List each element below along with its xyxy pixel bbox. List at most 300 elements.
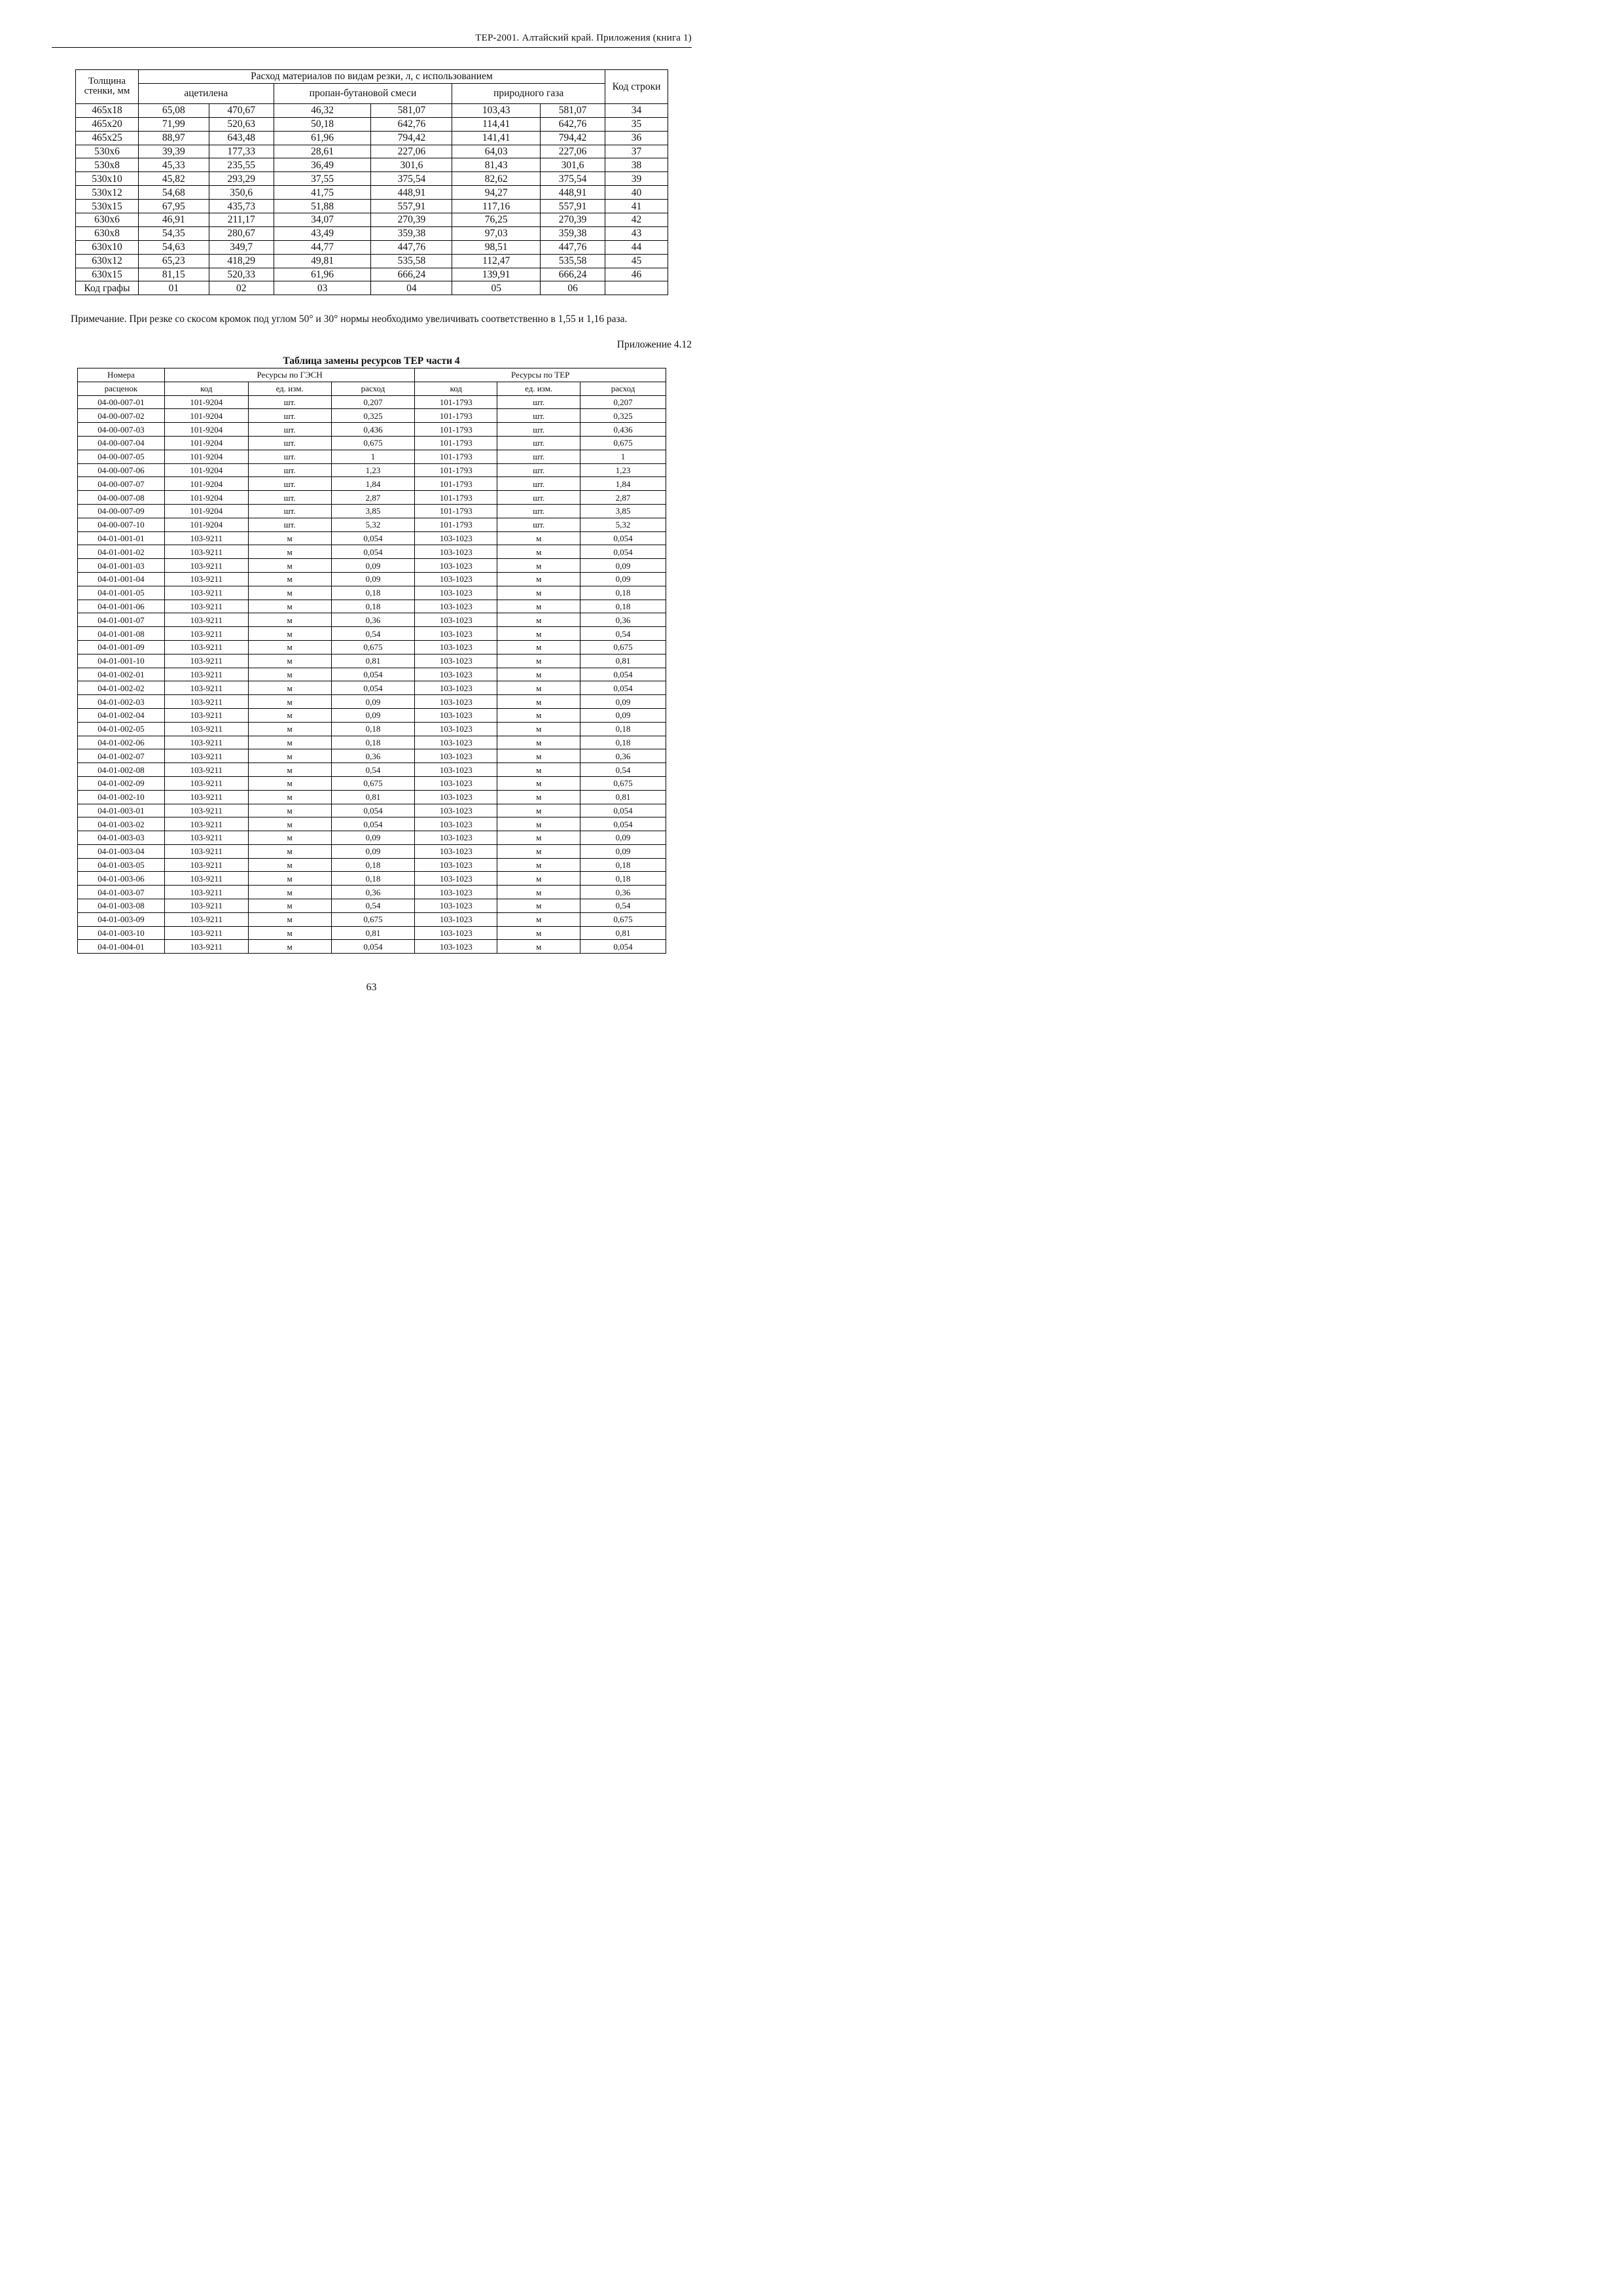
ter-unit-cell: м (497, 763, 580, 777)
value-cell: 49,81 (274, 254, 371, 268)
ter-unit-cell: шт. (497, 395, 580, 409)
value-cell: 520,33 (209, 268, 274, 281)
ter-unit-cell: шт. (497, 477, 580, 491)
ter-consumption-cell: 0,09 (580, 559, 666, 573)
rate-number-cell: 04-01-003-03 (78, 831, 165, 845)
value-cell: 643,48 (209, 131, 274, 145)
gesn-consumption-cell: 0,54 (331, 763, 415, 777)
table-row (78, 831, 666, 845)
table-row (76, 117, 668, 131)
thickness-cell: 630x6 (76, 213, 139, 227)
ter-consumption-cell: 0,36 (580, 613, 666, 627)
value-cell: 141,41 (452, 131, 541, 145)
gesn-consumption-cell: 0,09 (331, 844, 415, 858)
gesn-code-cell: 103-9211 (164, 640, 248, 654)
ter-unit-cell: шт. (497, 436, 580, 450)
ter-consumption-cell: 0,09 (580, 572, 666, 586)
table-row (78, 559, 666, 573)
table-row (78, 586, 666, 600)
value-cell: 139,91 (452, 268, 541, 281)
table-row (76, 145, 668, 158)
value-cell: 54,68 (138, 186, 209, 200)
ter-code-cell: 103-1023 (415, 640, 497, 654)
rate-number-cell: 04-01-002-10 (78, 790, 165, 804)
table-row (78, 504, 666, 518)
rate-number-cell: 04-01-003-07 (78, 886, 165, 899)
ter-unit-cell: м (497, 627, 580, 641)
table-row (78, 899, 666, 913)
table-row (78, 844, 666, 858)
table-row (78, 804, 666, 817)
table-row (76, 103, 668, 117)
value-cell: 301,6 (371, 158, 452, 172)
consumption-header: Расход материалов по видам резки, л, с использованием (138, 70, 605, 84)
ter-consumption-cell: 0,325 (580, 409, 666, 423)
value-cell: 50,18 (274, 117, 371, 131)
ter-consumption-cell: 0,54 (580, 627, 666, 641)
ter-unit-cell: м (497, 695, 580, 709)
ter-unit-cell: м (497, 654, 580, 668)
rate-number-cell: 04-01-003-02 (78, 817, 165, 831)
rate-number-cell: 04-01-001-01 (78, 531, 165, 545)
value-cell: 375,54 (371, 172, 452, 186)
rate-number-cell: 04-01-003-01 (78, 804, 165, 817)
gesn-unit-cell: м (248, 804, 331, 817)
ter-consumption-cell: 1,23 (580, 463, 666, 477)
note-text: Примечание. При резке со скосом кромок под углом 50° и 30° нормы необходимо увеличивать соответственно в 1,55 и 1,16 раза. (71, 314, 628, 325)
gesn-consumption-cell: 0,675 (331, 436, 415, 450)
column-code-cell: 05 (452, 281, 541, 295)
gesn-code-cell: 103-9211 (164, 668, 248, 681)
gesn-consumption-header: расход (331, 382, 415, 395)
ter-consumption-cell: 0,09 (580, 695, 666, 709)
gesn-code-cell: 103-9211 (164, 736, 248, 749)
gesn-consumption-cell: 0,36 (331, 749, 415, 763)
value-cell: 37,55 (274, 172, 371, 186)
gesn-code-cell: 103-9211 (164, 586, 248, 600)
ter-code-cell: 101-1793 (415, 436, 497, 450)
ter-consumption-cell: 0,054 (580, 545, 666, 559)
value-cell: 349,7 (209, 240, 274, 254)
ter-unit-cell: шт. (497, 491, 580, 505)
value-cell: 81,15 (138, 268, 209, 281)
ter-code-cell: 103-1023 (415, 708, 497, 722)
value-cell: 581,07 (371, 103, 452, 117)
ter-unit-cell: м (497, 886, 580, 899)
value-cell: 666,24 (371, 268, 452, 281)
gesn-unit-cell: шт. (248, 395, 331, 409)
gesn-consumption-cell: 0,18 (331, 872, 415, 886)
row-code-cell: 36 (605, 131, 668, 145)
value-cell: 81,43 (452, 158, 541, 172)
value-cell: 65,23 (138, 254, 209, 268)
table-row (76, 186, 668, 200)
row-code-cell: 38 (605, 158, 668, 172)
ter-unit-cell: м (497, 926, 580, 940)
column-code-cell: 06 (541, 281, 605, 295)
rate-number-cell: 04-01-001-02 (78, 545, 165, 559)
ter-consumption-cell: 3,85 (580, 504, 666, 518)
value-cell: 227,06 (371, 145, 452, 158)
table-row (78, 572, 666, 586)
gesn-code-cell: 101-9204 (164, 477, 248, 491)
gesn-code-cell: 103-9211 (164, 654, 248, 668)
appendix-label: Приложение 4.12 (616, 339, 692, 350)
thickness-header: Толщина стенки, мм (76, 70, 139, 104)
row-code-header: Код строки (605, 70, 668, 104)
gesn-consumption-cell: 0,81 (331, 926, 415, 940)
ter-unit-cell: м (497, 545, 580, 559)
running-header: ТЕР-2001. Алтайский край. Приложения (книга 1) (52, 33, 692, 48)
gesn-unit-cell: м (248, 912, 331, 926)
ter-unit-cell: м (497, 844, 580, 858)
ter-code-cell: 103-1023 (415, 654, 497, 668)
ter-code-cell: 101-1793 (415, 518, 497, 531)
ter-code-cell: 103-1023 (415, 926, 497, 940)
rate-number-cell: 04-01-003-06 (78, 872, 165, 886)
row-code-cell: 46 (605, 268, 668, 281)
table-row (76, 158, 668, 172)
gesn-consumption-cell: 0,18 (331, 600, 415, 613)
ter-consumption-cell: 0,675 (580, 912, 666, 926)
gesn-code-cell: 103-9211 (164, 926, 248, 940)
gesn-consumption-cell: 0,18 (331, 722, 415, 736)
ter-code-cell: 101-1793 (415, 423, 497, 437)
table-row (78, 613, 666, 627)
value-cell: 794,42 (371, 131, 452, 145)
gesn-unit-cell: шт. (248, 409, 331, 423)
ter-code-cell: 103-1023 (415, 886, 497, 899)
gesn-unit-cell: м (248, 776, 331, 790)
value-cell: 359,38 (371, 226, 452, 240)
table-row (78, 545, 666, 559)
gesn-unit-cell: шт. (248, 436, 331, 450)
ter-consumption-cell: 0,36 (580, 886, 666, 899)
gesn-unit-cell: шт. (248, 423, 331, 437)
gesn-unit-cell: м (248, 736, 331, 749)
table-row (78, 491, 666, 505)
gesn-consumption-cell: 0,054 (331, 668, 415, 681)
rate-number-cell: 04-01-001-07 (78, 613, 165, 627)
gesn-unit-cell: м (248, 886, 331, 899)
page-number: 63 (366, 982, 377, 993)
ter-code-cell: 103-1023 (415, 668, 497, 681)
table-row (78, 640, 666, 654)
gesn-unit-cell: м (248, 681, 331, 695)
gesn-unit-cell: м (248, 899, 331, 913)
value-cell: 41,75 (274, 186, 371, 200)
rate-number-cell: 04-00-007-09 (78, 504, 165, 518)
gesn-unit-cell: м (248, 926, 331, 940)
value-cell: 64,03 (452, 145, 541, 158)
table-row (76, 240, 668, 254)
row-code-cell: 44 (605, 240, 668, 254)
gesn-unit-header: ед. изм. (248, 382, 331, 395)
value-cell: 97,03 (452, 226, 541, 240)
ter-consumption-cell: 0,436 (580, 423, 666, 437)
value-cell: 581,07 (541, 103, 605, 117)
ter-code-cell: 103-1023 (415, 722, 497, 736)
value-cell: 350,6 (209, 186, 274, 200)
ter-code-cell: 101-1793 (415, 477, 497, 491)
ter-consumption-cell: 0,18 (580, 600, 666, 613)
gesn-consumption-cell: 0,18 (331, 586, 415, 600)
gesn-consumption-cell: 0,54 (331, 899, 415, 913)
gesn-code-cell: 101-9204 (164, 463, 248, 477)
gesn-code-cell: 103-9211 (164, 776, 248, 790)
gesn-unit-cell: м (248, 831, 331, 845)
ter-consumption-cell: 0,54 (580, 763, 666, 777)
gesn-consumption-cell: 0,54 (331, 627, 415, 641)
gesn-consumption-cell: 0,054 (331, 817, 415, 831)
table-row (78, 886, 666, 899)
gesn-consumption-cell: 0,09 (331, 572, 415, 586)
gesn-consumption-cell: 0,054 (331, 940, 415, 954)
table-row (78, 477, 666, 491)
gesn-unit-cell: шт. (248, 518, 331, 531)
gesn-code-cell: 103-9211 (164, 572, 248, 586)
rate-number-cell: 04-01-001-04 (78, 572, 165, 586)
gesn-code-cell: 103-9211 (164, 831, 248, 845)
empty-cell (605, 281, 668, 295)
ter-code-cell: 103-1023 (415, 736, 497, 749)
value-cell: 535,58 (371, 254, 452, 268)
ter-code-cell: 101-1793 (415, 409, 497, 423)
gesn-consumption-cell: 0,18 (331, 736, 415, 749)
value-cell: 65,08 (138, 103, 209, 117)
ter-code-cell: 101-1793 (415, 395, 497, 409)
value-cell: 280,67 (209, 226, 274, 240)
ter-unit-cell: м (497, 872, 580, 886)
ter-unit-cell: м (497, 858, 580, 872)
table-row (78, 817, 666, 831)
ter-consumption-cell: 0,675 (580, 436, 666, 450)
table-row (78, 463, 666, 477)
gesn-consumption-cell: 0,18 (331, 858, 415, 872)
ter-code-cell: 103-1023 (415, 627, 497, 641)
gesn-unit-cell: м (248, 531, 331, 545)
ter-consumption-cell: 0,054 (580, 804, 666, 817)
ter-code-cell: 103-1023 (415, 776, 497, 790)
ter-code-header: код (415, 382, 497, 395)
gesn-unit-cell: м (248, 749, 331, 763)
ter-consumption-cell: 0,675 (580, 640, 666, 654)
gesn-code-cell: 103-9211 (164, 886, 248, 899)
column-code-cell: 04 (371, 281, 452, 295)
ter-consumption-cell: 1,84 (580, 477, 666, 491)
row-code-cell: 41 (605, 200, 668, 213)
rate-number-cell: 04-01-002-01 (78, 668, 165, 681)
ter-code-cell: 103-1023 (415, 912, 497, 926)
gesn-unit-cell: м (248, 640, 331, 654)
gesn-consumption-cell: 1,23 (331, 463, 415, 477)
row-code-cell: 39 (605, 172, 668, 186)
gesn-code-cell: 103-9211 (164, 858, 248, 872)
gesn-consumption-cell: 0,09 (331, 559, 415, 573)
value-cell: 470,67 (209, 103, 274, 117)
gesn-code-cell: 101-9204 (164, 423, 248, 437)
rate-number-cell: 04-01-002-06 (78, 736, 165, 749)
thickness-cell: 530x15 (76, 200, 139, 213)
table-row (78, 790, 666, 804)
ter-unit-cell: шт. (497, 504, 580, 518)
gesn-code-cell: 103-9211 (164, 912, 248, 926)
ter-unit-cell: м (497, 899, 580, 913)
gesn-unit-cell: м (248, 844, 331, 858)
ter-unit-cell: шт. (497, 409, 580, 423)
ter-code-cell: 103-1023 (415, 586, 497, 600)
table-row (78, 531, 666, 545)
table-row (78, 872, 666, 886)
row-code-cell: 42 (605, 213, 668, 227)
value-cell: 520,63 (209, 117, 274, 131)
ter-unit-cell: м (497, 804, 580, 817)
gesn-consumption-cell: 0,09 (331, 708, 415, 722)
ter-unit-cell: м (497, 790, 580, 804)
ter-unit-cell: м (497, 940, 580, 954)
ter-consumption-cell: 0,18 (580, 858, 666, 872)
thickness-cell: 530x12 (76, 186, 139, 200)
row-code-cell: 37 (605, 145, 668, 158)
value-cell: 39,39 (138, 145, 209, 158)
ter-code-cell: 103-1023 (415, 858, 497, 872)
ter-code-cell: 103-1023 (415, 790, 497, 804)
ter-unit-cell: м (497, 831, 580, 845)
ter-consumption-cell: 0,054 (580, 681, 666, 695)
rate-number-cell: 04-00-007-10 (78, 518, 165, 531)
value-cell: 270,39 (371, 213, 452, 227)
ter-consumption-cell: 0,18 (580, 586, 666, 600)
ter-consumption-cell: 1 (580, 450, 666, 463)
ter-code-cell: 103-1023 (415, 545, 497, 559)
value-cell: 235,55 (209, 158, 274, 172)
table-row (76, 268, 668, 281)
column-codes-row (76, 281, 668, 295)
ter-code-cell: 103-1023 (415, 681, 497, 695)
column-code-cell: 02 (209, 281, 274, 295)
cutting-consumption-table (75, 69, 668, 295)
value-cell: 435,73 (209, 200, 274, 213)
rate-number-cell: 04-01-002-05 (78, 722, 165, 736)
rate-number-cell: 04-00-007-01 (78, 395, 165, 409)
ter-unit-cell: м (497, 586, 580, 600)
ter-consumption-cell: 0,09 (580, 844, 666, 858)
table-row (76, 254, 668, 268)
gesn-consumption-cell: 1 (331, 450, 415, 463)
ter-unit-cell: м (497, 722, 580, 736)
value-cell: 293,29 (209, 172, 274, 186)
gesn-consumption-cell: 0,325 (331, 409, 415, 423)
gesn-unit-cell: м (248, 668, 331, 681)
thickness-cell: 530x6 (76, 145, 139, 158)
ter-code-cell: 101-1793 (415, 463, 497, 477)
rate-number-cell: 04-01-003-09 (78, 912, 165, 926)
value-cell: 45,82 (138, 172, 209, 186)
ter-unit-cell: м (497, 681, 580, 695)
gesn-unit-cell: м (248, 545, 331, 559)
value-cell: 76,25 (452, 213, 541, 227)
rate-number-cell: 04-01-003-05 (78, 858, 165, 872)
gesn-consumption-cell: 0,436 (331, 423, 415, 437)
thickness-cell: 465x20 (76, 117, 139, 131)
table-row (78, 749, 666, 763)
gesn-consumption-cell: 0,207 (331, 395, 415, 409)
ter-unit-cell: м (497, 572, 580, 586)
ter-consumption-cell: 0,81 (580, 654, 666, 668)
ter-consumption-cell: 0,81 (580, 926, 666, 940)
resource-replacement-table (77, 368, 666, 954)
gesn-code-cell: 101-9204 (164, 518, 248, 531)
gesn-code-cell: 103-9211 (164, 708, 248, 722)
value-cell: 794,42 (541, 131, 605, 145)
rate-number-cell: 04-00-007-07 (78, 477, 165, 491)
ter-code-cell: 103-1023 (415, 804, 497, 817)
ter-code-cell: 103-1023 (415, 749, 497, 763)
value-cell: 535,58 (541, 254, 605, 268)
ter-code-cell: 103-1023 (415, 572, 497, 586)
thickness-cell: 630x10 (76, 240, 139, 254)
ter-code-cell: 103-1023 (415, 940, 497, 954)
rate-number-cell: 04-01-002-07 (78, 749, 165, 763)
value-cell: 375,54 (541, 172, 605, 186)
gesn-code-cell: 103-9211 (164, 872, 248, 886)
value-cell: 448,91 (371, 186, 452, 200)
acetylene-header: ацетилена (138, 83, 274, 103)
ter-code-cell: 103-1023 (415, 831, 497, 845)
thickness-cell: 630x8 (76, 226, 139, 240)
table-row (78, 681, 666, 695)
value-cell: 227,06 (541, 145, 605, 158)
value-cell: 45,33 (138, 158, 209, 172)
gesn-unit-cell: м (248, 763, 331, 777)
thickness-cell: 465x25 (76, 131, 139, 145)
ter-consumption-cell: 0,81 (580, 790, 666, 804)
rate-number-cell: 04-01-002-04 (78, 708, 165, 722)
rate-number-cell: 04-00-007-04 (78, 436, 165, 450)
gesn-consumption-cell: 0,054 (331, 804, 415, 817)
ter-consumption-cell: 0,36 (580, 749, 666, 763)
rate-number-cell: 04-01-003-04 (78, 844, 165, 858)
ter-consumption-cell: 0,18 (580, 722, 666, 736)
table-row (78, 776, 666, 790)
value-cell: 82,62 (452, 172, 541, 186)
value-cell: 51,88 (274, 200, 371, 213)
ter-consumption-cell: 0,54 (580, 899, 666, 913)
ter-unit-cell: шт. (497, 450, 580, 463)
table-row (78, 722, 666, 736)
gesn-unit-cell: м (248, 627, 331, 641)
table-row (78, 450, 666, 463)
gesn-code-cell: 103-9211 (164, 613, 248, 627)
gesn-consumption-cell: 0,675 (331, 776, 415, 790)
ter-unit-cell: м (497, 668, 580, 681)
gesn-code-cell: 103-9211 (164, 844, 248, 858)
ter-consumption-cell: 0,09 (580, 708, 666, 722)
table-row (78, 940, 666, 954)
value-cell: 71,99 (138, 117, 209, 131)
value-cell: 43,49 (274, 226, 371, 240)
thickness-cell: 630x15 (76, 268, 139, 281)
value-cell: 46,32 (274, 103, 371, 117)
ter-code-cell: 101-1793 (415, 450, 497, 463)
ter-code-cell: 103-1023 (415, 844, 497, 858)
table-row (76, 213, 668, 227)
row-code-cell: 34 (605, 103, 668, 117)
gesn-code-cell: 103-9211 (164, 722, 248, 736)
rate-number-cell: 04-01-001-06 (78, 600, 165, 613)
gesn-unit-cell: м (248, 572, 331, 586)
value-cell: 67,95 (138, 200, 209, 213)
